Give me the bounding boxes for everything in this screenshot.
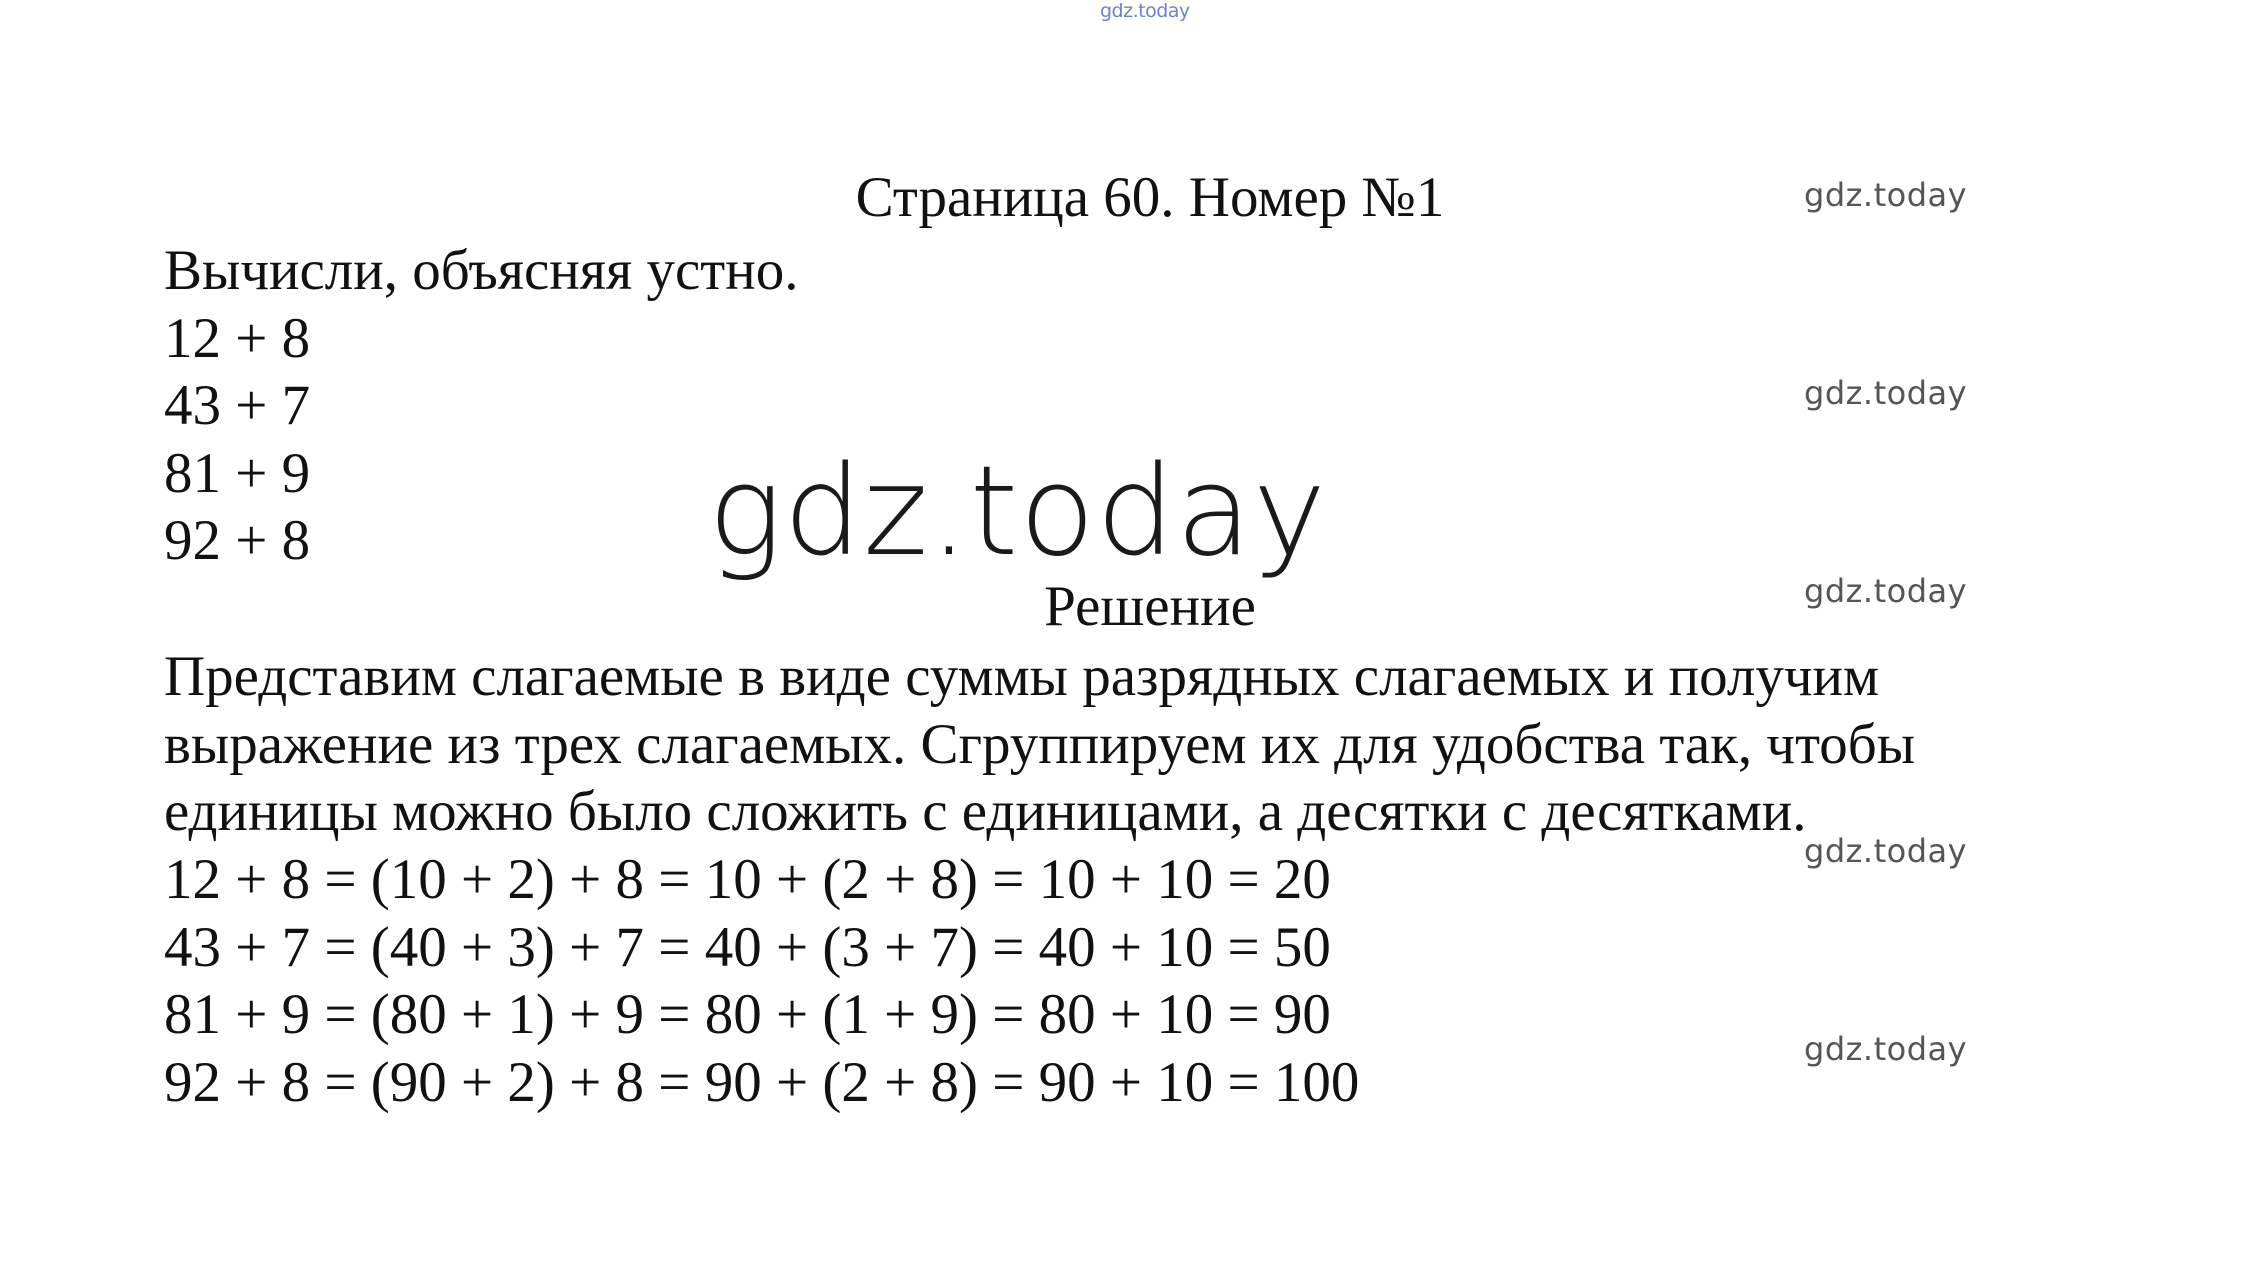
exercise-4: 92 + 8 [164, 509, 311, 572]
exercise-3: 81 + 9 [164, 442, 311, 505]
explanation-line-1: Представим слагаемые в виде суммы разрядных слагаемых и получим [164, 645, 1880, 708]
watermark-side-2: gdz.today [1804, 374, 1968, 412]
explanation-line-2: выражение из трех слагаемых. Сгруппируем их для удобства так, чтобы [164, 713, 1916, 776]
solution-line-1: 12 + 8 = (10 + 2) + 8 = 10 + (2 + 8) = 10 + 10 = 20 [164, 848, 1331, 911]
solution-line-3: 81 + 9 = (80 + 1) + 9 = 80 + (1 + 9) = 80 + 10 = 90 [164, 983, 1331, 1046]
watermark-side-3: gdz.today [1804, 572, 1968, 610]
watermark-top: gdz.today [1100, 0, 1190, 22]
solution-line-2: 43 + 7 = (40 + 3) + 7 = 40 + (3 + 7) = 40 + 10 = 50 [164, 916, 1331, 979]
task-instruction: Вычисли, объясняя устно. [164, 239, 799, 302]
exercise-1: 12 + 8 [164, 307, 311, 370]
solution-heading: Решение [1044, 575, 1256, 638]
watermark-side-4: gdz.today [1804, 832, 1968, 870]
watermark-logo: gdz.today [708, 440, 1328, 584]
exercise-2: 43 + 7 [164, 374, 311, 437]
watermark-side-5: gdz.today [1804, 1030, 1968, 1068]
watermark-side-1: gdz.today [1804, 176, 1968, 214]
explanation-line-3: единицы можно было сложить с единицами, а десятки с десятками. [164, 780, 1807, 843]
page-title: Страница 60. Номер №1 [855, 166, 1445, 229]
solution-line-4: 92 + 8 = (90 + 2) + 8 = 90 + (2 + 8) = 90 + 10 = 100 [164, 1051, 1360, 1114]
